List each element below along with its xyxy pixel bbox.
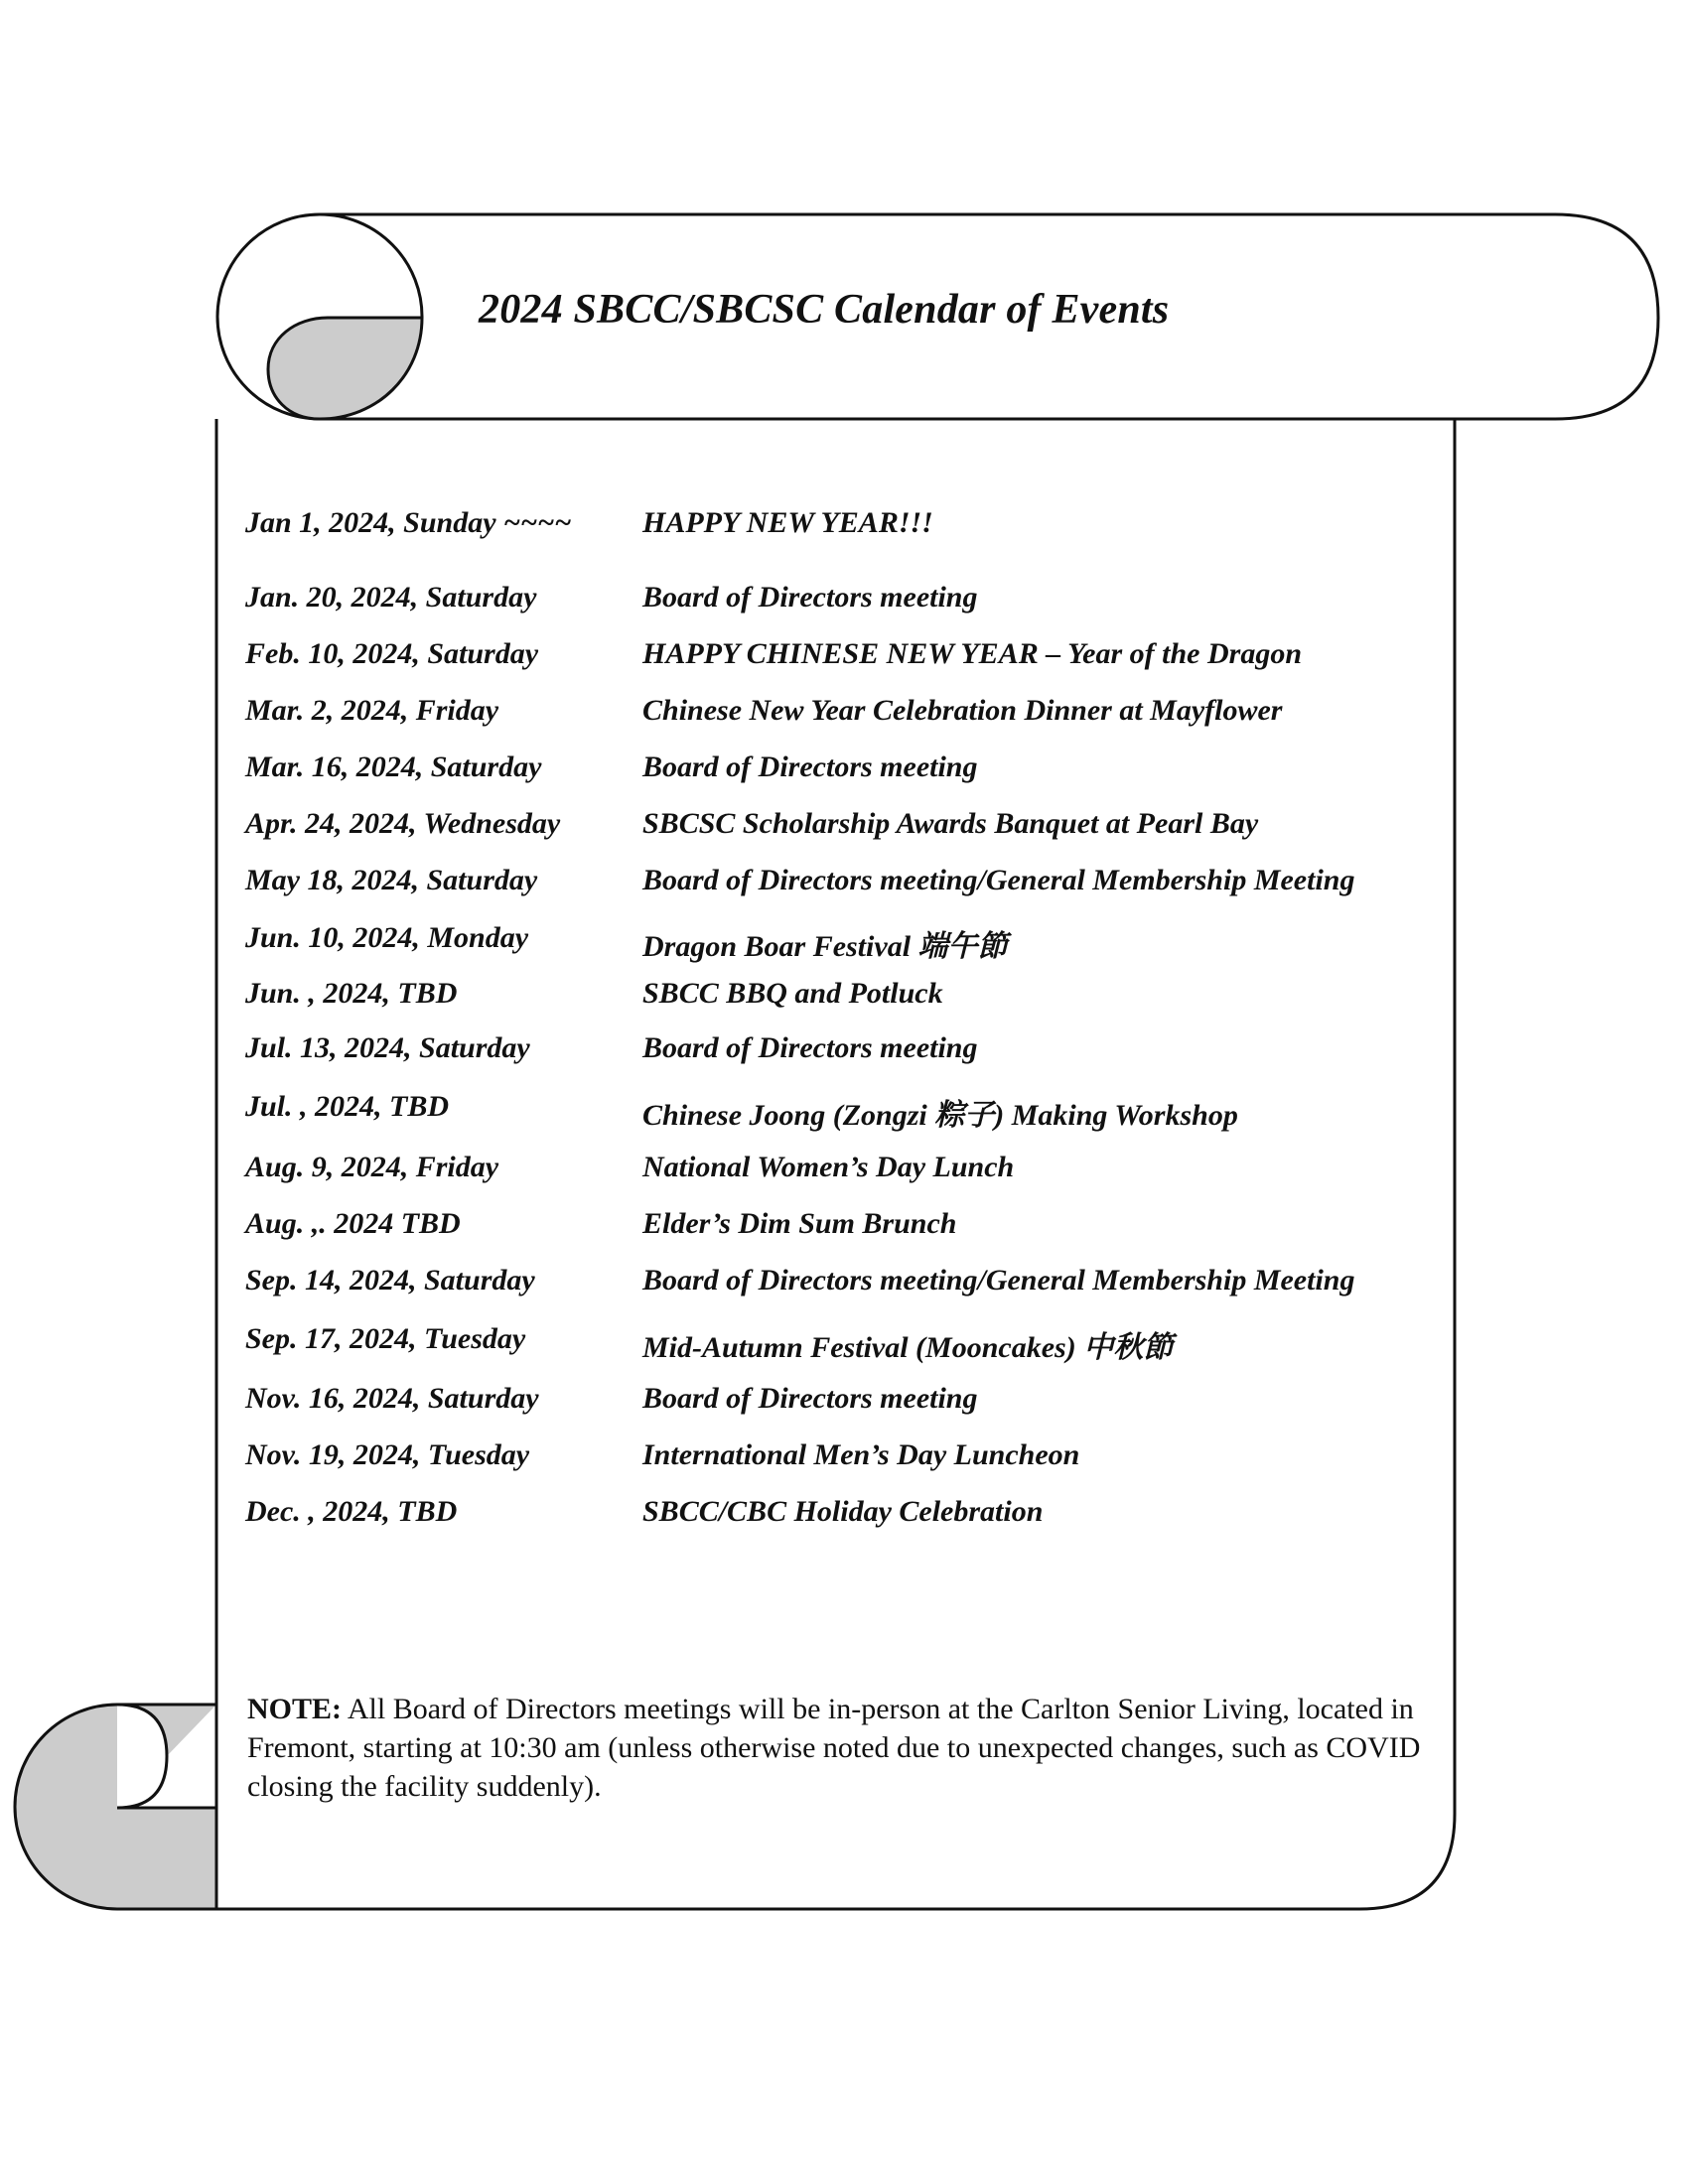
event-row — [245, 864, 1467, 907]
event-description: Mid-Autumn Festival (Mooncakes) 中秋節 — [642, 1331, 1174, 1364]
event-date: Apr. 24, 2024, Wednesday — [245, 807, 561, 840]
event-date: Dec. , 2024, TBD — [245, 1495, 458, 1528]
event-row — [245, 1438, 1467, 1482]
event-date: Mar. 2, 2024, Friday — [245, 694, 499, 727]
note-text: All Board of Directors meetings will be in-person at the Carlton Senior Living, located in Fremont, starting at 10:30 am (unless otherwise noted due to unexpected changes, such as COVID closing the facility suddenly). — [247, 1693, 1421, 1803]
event-date: Jul. 13, 2024, Saturday — [245, 1031, 530, 1064]
event-description: Chinese New Year Celebration Dinner at Mayflower — [642, 694, 1283, 727]
event-row — [245, 1151, 1467, 1194]
note-label: NOTE: — [247, 1693, 343, 1725]
event-description: SBCC/CBC Holiday Celebration — [642, 1495, 1044, 1528]
event-description: National Women’s Day Lunch — [642, 1151, 1015, 1183]
event-row — [245, 1090, 1467, 1134]
event-description: HAPPY CHINESE NEW YEAR – Year of the Dragon — [642, 637, 1303, 670]
event-description: HAPPY NEW YEAR!!! — [642, 506, 933, 539]
event-row — [245, 1031, 1467, 1075]
event-date: Nov. 19, 2024, Tuesday — [245, 1438, 530, 1471]
event-description: Board of Directors meeting — [642, 581, 978, 614]
event-row — [245, 506, 1467, 550]
event-date: May 18, 2024, Saturday — [245, 864, 538, 896]
event-description: Dragon Boar Festival 端午節 — [642, 930, 1008, 963]
event-description: Board of Directors meeting/General Membership Meeting — [642, 864, 1355, 896]
event-date: Aug. 9, 2024, Friday — [245, 1151, 499, 1183]
event-row — [245, 1495, 1467, 1539]
event-date: Mar. 16, 2024, Saturday — [245, 751, 542, 783]
event-description: Chinese Joong (Zongzi 粽子) Making Workshop — [642, 1099, 1238, 1132]
event-row — [245, 1322, 1467, 1366]
event-date: Sep. 14, 2024, Saturday — [245, 1264, 535, 1297]
event-description: Board of Directors meeting/General Membership Meeting — [642, 1264, 1355, 1297]
event-date: Feb. 10, 2024, Saturday — [245, 637, 539, 670]
event-row — [245, 637, 1467, 681]
event-description: International Men’s Day Luncheon — [642, 1438, 1080, 1471]
event-date: Jun. 10, 2024, Monday — [245, 921, 529, 954]
event-description: SBCSC Scholarship Awards Banquet at Pearl Bay — [642, 807, 1259, 840]
event-date: Jul. , 2024, TBD — [245, 1090, 450, 1123]
event-description: Board of Directors meeting — [642, 1031, 978, 1064]
event-row — [245, 751, 1467, 794]
event-description: Board of Directors meeting — [642, 1382, 978, 1415]
event-row — [245, 807, 1467, 851]
page-title: 2024 SBCC/SBCSC Calendar of Events — [479, 287, 1170, 333]
event-date: Jan. 20, 2024, Saturday — [245, 581, 537, 614]
event-date: Nov. 16, 2024, Saturday — [245, 1382, 539, 1415]
event-date: Aug. ,. 2024 TBD — [245, 1207, 461, 1240]
event-row — [245, 1207, 1467, 1251]
event-date: Jun. , 2024, TBD — [245, 977, 458, 1010]
event-date: Sep. 17, 2024, Tuesday — [245, 1322, 526, 1355]
event-description: SBCC BBQ and Potluck — [642, 977, 943, 1010]
event-row — [245, 977, 1467, 1021]
event-row — [245, 921, 1467, 965]
event-row — [245, 1264, 1467, 1307]
event-date: Jan 1, 2024, Sunday ~~~~ — [245, 506, 572, 539]
event-row — [245, 581, 1467, 624]
event-description: Elder’s Dim Sum Brunch — [642, 1207, 957, 1240]
event-row — [245, 694, 1467, 738]
event-description: Board of Directors meeting — [642, 751, 978, 783]
note-paragraph — [247, 1690, 1439, 1806]
bottom-roll-outline — [15, 1705, 216, 1909]
event-row — [245, 1382, 1467, 1426]
